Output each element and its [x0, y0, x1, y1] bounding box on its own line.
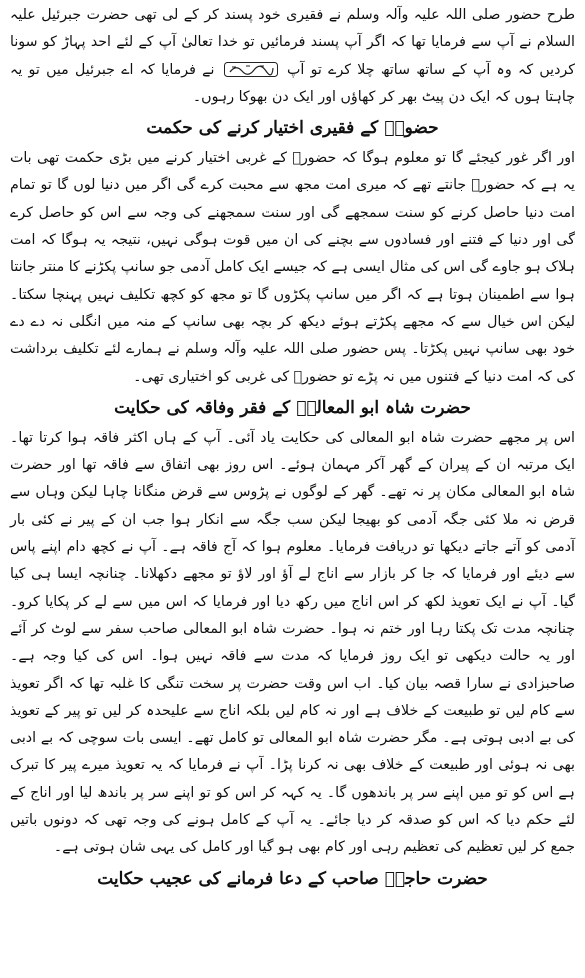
intro-text-part-1: طرح حضور صلی اللہ علیہ وآلہ وسلم نے فقیری خود پسند کر کے لی تھی حضرت جبرئیل علیہ السلام نے آپ سے فرمایا تھا کہ اگر آپ پسند فرمائیں تو خدا تعالیٰ آپ کے لئے احد پہاڑ کو سونا کردیں کہ وہ آپ کے ساتھ ساتھ چلا کرے تو آپ	[10, 7, 576, 78]
wisdom-heading: حضورؐ کے فقیری اختیار کرنے کی حکمت	[146, 118, 439, 139]
intro-paragraph	[10, 2, 575, 111]
wisdom-paragraph: اور اگر غور کیجئے گا تو معلوم ہوگا کہ حضورؐ کے غربی اختیار کرنے میں بڑی حکمت تھی بات یہ ہے کہ حضورؐ جانتے تھے کہ میری امت مجھ سے محبت کرے گی اگر میں دنیا لوں گا تو تمام امت دنیا حاصل کرنے کو سنت سمجھے گی اور سنت سمجھنے کی وجہ سے اس کو حاصل کرے گی اور دنیا کے فتنے اور فسادوں سے بچنے کی ان میں قوت ہوگی نہیں، نتیجہ یہ ہوگا کہ امت ہلاک ہو جاوے گی اس کی مثال ایسی ہے کہ جیسے ایک کامل آدمی جو سانپ پکڑنے کا منتر جانتا ہوا سے اطمینان ہوتا ہے کہ اگر میں سانپ پکڑوں گا تو مجھ کو کچھ تکلیف نہیں پہنچا سکتا۔ لیکن اس خیال سے کہ مجھے پکڑتے ہوئے دیکھ کر بچہ بھی سانپ کے منہ میں انگلی نہ دے دے خود بھی سانپ نہیں پکڑتا۔ پس حضور صلی اللہ علیہ وآلہ وسلم نے ہمارے لئے تکلیف برداشت کی کہ امت دنیا کے فتنوں میں نہ پڑے تو حضورؐ کی غربی کو اختیاری تھی۔	[10, 150, 575, 385]
intro-text-part-2: نے فرمایا کہ اے جبرئیل میں تو یہ چاہتا ہوں کہ ایک دن پیٹ بھر کر کھاؤں اور ایک دن بھوکا رہوں۔	[10, 61, 575, 105]
shah-heading: حضرت شاہ ابو المعالیؒ کے فقر وفاقہ کی حکایت	[114, 397, 471, 418]
haji-heading: حضرت حاجیؒ صاحب کے دعا فرمانے کی عجیب حکایت	[97, 868, 488, 889]
salutation-seal	[224, 62, 278, 77]
shah-paragraph: اس پر مجھے حضرت شاہ ابو المعالی کی حکایت یاد آئی۔ آپ کے ہاں اکثر فاقہ ہوا کرتا تھا۔ ایک مرتبہ ان کے پیران کے گھر آکر مہمان ہوئے۔ اس روز بھی اتفاق سے فاقہ تھا اور حضرت شاہ ابو المعالی مکان پر نہ تھے۔ گھر کے لوگوں نے پڑوس سے قرض منگانا چاہا لیکن وہاں سے قرض نہ ملا کئی جگہ آدمی کو بھیجا لیکن سب جگہ سے انکار ہوا جب ان کے پیر نے کئی بار آدمی کو آتے جاتے دیکھا تو دریافت فرمایا۔ معلوم ہوا کہ آج فاقہ ہے۔ آپ نے کچھ دام اپنے پاس سے دیئے اور فرمایا کہ جا کر بازار سے اناج لے آؤ اور لاؤ تو مجھے دکھلانا۔ چنانچہ ایسا ہی کیا گیا۔ آپ نے ایک تعویذ لکھ کر اس اناج میں رکھ دیا اور فرمایا کہ اس میں سے لے کر پکایا کرو۔ چنانچہ مدت تک پکتا رہا اور ختم نہ ہوا۔ حضرت شاہ ابو المعالی صاحب سفر سے لوٹ کر آئے اور یہ حالت دیکھی تو ایک روز فرمایا کہ مدت سے فاقہ نہیں ہوا۔ اس کی کیا وجہ ہے۔ صاحبزادی نے سارا قصہ بیان کیا۔ اب اس وقت حضرت پر سخت تنگی کا غلبہ تھا کہ اگر تعویذ سے کام لیں تو طبیعت کے خلاف ہے اور نہ کام لیں بلکہ اناج سے علیحدہ کر لیں تو پیر کے تعویذ کی بے ادبی ہوتی ہے۔ مگر حضرت شاہ ابو المعالی تو کامل تھے۔ ایسی بات سوچی کہ بے ادبی بھی نہ ہوئی اور طبیعت کے خلاف بھی نہ کرنا پڑا۔ آپ نے فرمایا کہ یہ تعویذ میرے پیر کا تبرک ہے اس کو تو میں اپنے سر پر باندھوں گا۔ یہ کہہ کر اس کو تو اپنے سر پر باندھ لیا اور اناج کے لئے حکم دیا کہ اس کو صدقہ کر دیا جائے۔ یہ آپ کے کامل ہونے کی وجہ تھی کہ دونوں باتیں جمع کر لیں تعظیم کی تعظیم رہی اور کام بھی ہو گیا اور کامل کی یہی شان ہوتی ہے۔	[10, 429, 575, 856]
